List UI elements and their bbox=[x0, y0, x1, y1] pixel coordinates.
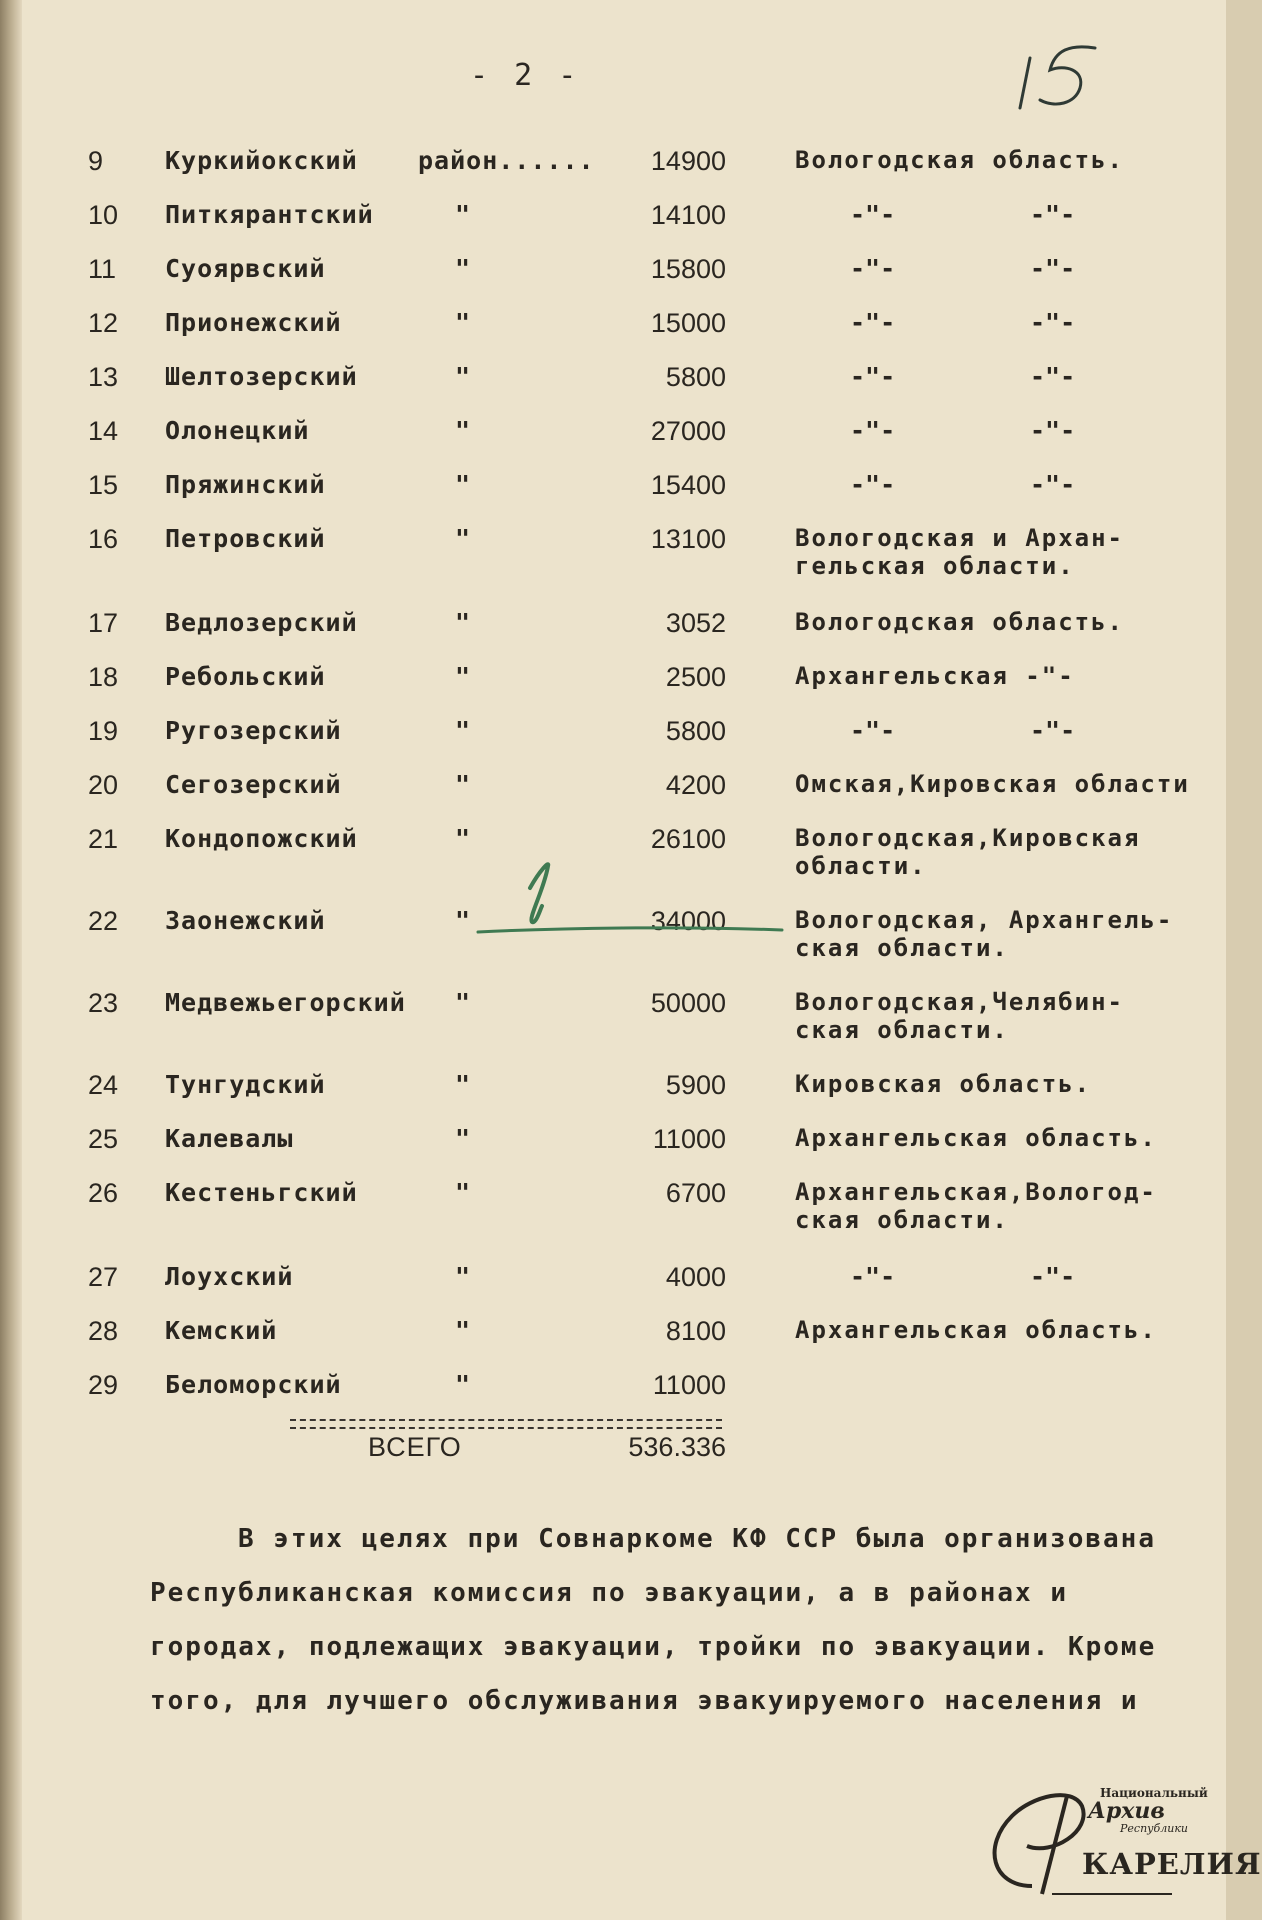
district-name: Калевалы bbox=[165, 1124, 294, 1153]
row-number: 28 bbox=[88, 1316, 119, 1346]
region-ditto-left: -"- bbox=[850, 716, 896, 745]
region-ditto-right: -"- bbox=[1030, 254, 1076, 283]
population-value: 11000 bbox=[652, 1124, 726, 1154]
region-text: Вологодская область. bbox=[795, 608, 1124, 636]
district-name: Куркийокский bbox=[165, 146, 358, 175]
ditto-mark: " bbox=[455, 906, 471, 935]
population-value: 14100 bbox=[650, 200, 726, 230]
row-number: 20 bbox=[88, 770, 119, 800]
population-value: 11000 bbox=[652, 1370, 726, 1400]
population-value: 8100 bbox=[665, 1316, 726, 1346]
region-ditto-left: -"- bbox=[850, 1262, 896, 1291]
population-value: 5900 bbox=[665, 1070, 726, 1100]
region-text: Вологодская,Челябин- ская области. bbox=[795, 988, 1124, 1044]
district-name: Кестеньгский bbox=[165, 1178, 358, 1207]
total-rule bbox=[290, 1419, 722, 1429]
row-number: 12 bbox=[88, 308, 119, 338]
row-number: 15 bbox=[88, 470, 119, 500]
row-number: 29 bbox=[88, 1370, 119, 1400]
ditto-mark: " bbox=[455, 716, 471, 745]
region-ditto-right: -"- bbox=[1030, 470, 1076, 499]
population-value: 15800 bbox=[650, 254, 726, 284]
population-value: 34000 bbox=[650, 906, 726, 936]
region-ditto-left: -"- bbox=[850, 308, 896, 337]
region-text: Кировская область. bbox=[795, 1070, 1092, 1098]
population-value: 15400 bbox=[650, 470, 726, 500]
region-ditto-right: -"- bbox=[1030, 1262, 1076, 1291]
district-name: Ведлозерский bbox=[165, 608, 358, 637]
region-ditto-right: -"- bbox=[1030, 308, 1076, 337]
population-value: 26100 bbox=[650, 824, 726, 854]
ditto-mark: " bbox=[455, 824, 471, 853]
row-number: 25 bbox=[88, 1124, 119, 1154]
district-name: Питкярантский bbox=[165, 200, 374, 229]
archive-stamp-line1: Национальный bbox=[1100, 1786, 1208, 1800]
ditto-mark: " bbox=[455, 608, 471, 637]
district-name: Ребольский bbox=[165, 662, 326, 691]
district-name: Пряжинский bbox=[165, 470, 326, 499]
total-value: 536.336 bbox=[628, 1432, 726, 1462]
region-text: Архангельская область. bbox=[795, 1316, 1157, 1344]
district-word: район...... bbox=[418, 146, 595, 175]
district-name: Кондопожский bbox=[165, 824, 358, 853]
page-number: - 2 - bbox=[470, 58, 581, 93]
region-ditto-left: -"- bbox=[850, 470, 896, 499]
ditto-mark: " bbox=[455, 1262, 471, 1291]
archive-stamp-line4: КАРЕЛИЯ bbox=[1082, 1847, 1262, 1881]
population-value: 15000 bbox=[650, 308, 726, 338]
region-text: Омская,Кировская области bbox=[795, 770, 1190, 798]
population-value: 14900 bbox=[650, 146, 726, 176]
ditto-mark: " bbox=[455, 1316, 471, 1345]
total-label: ВСЕГО bbox=[368, 1432, 462, 1462]
district-name: Шелтозерский bbox=[165, 362, 358, 391]
region-text: Вологодская, Архангель- ская области. bbox=[795, 906, 1174, 962]
population-value: 4000 bbox=[665, 1262, 726, 1292]
district-name: Олонецкий bbox=[165, 416, 310, 445]
region-ditto-left: -"- bbox=[850, 362, 896, 391]
region-ditto-left: -"- bbox=[850, 200, 896, 229]
district-name: Заонежский bbox=[165, 906, 326, 935]
district-name: Беломорский bbox=[165, 1370, 342, 1399]
ditto-mark: " bbox=[455, 1124, 471, 1153]
district-name: Прионежский bbox=[165, 308, 342, 337]
green-pen-mark bbox=[470, 840, 790, 950]
row-number: 14 bbox=[88, 416, 119, 446]
row-number: 13 bbox=[88, 362, 119, 392]
population-value: 5800 bbox=[665, 716, 726, 746]
ditto-mark: " bbox=[455, 524, 471, 553]
region-text: Вологодская и Архан- гельская области. bbox=[795, 524, 1124, 580]
district-name: Медвежьегорский bbox=[165, 988, 406, 1017]
row-number: 17 bbox=[88, 608, 119, 638]
district-name: Сегозерский bbox=[165, 770, 342, 799]
ditto-mark: " bbox=[455, 362, 471, 391]
region-ditto-left: -"- bbox=[850, 416, 896, 445]
region-text: Вологодская область. bbox=[795, 146, 1124, 174]
row-number: 26 bbox=[88, 1178, 119, 1208]
region-ditto-right: -"- bbox=[1030, 200, 1076, 229]
row-number: 18 bbox=[88, 662, 119, 692]
population-value: 50000 bbox=[650, 988, 726, 1018]
row-number: 21 bbox=[88, 824, 119, 854]
ditto-mark: " bbox=[455, 416, 471, 445]
ditto-mark: " bbox=[455, 308, 471, 337]
ditto-mark: " bbox=[455, 200, 471, 229]
row-number: 16 bbox=[88, 524, 119, 554]
district-name: Лоухский bbox=[165, 1262, 294, 1291]
population-value: 6700 bbox=[665, 1178, 726, 1208]
ditto-mark: " bbox=[455, 662, 471, 691]
ditto-mark: " bbox=[455, 1178, 471, 1207]
ditto-mark: " bbox=[455, 254, 471, 283]
population-value: 4200 bbox=[665, 770, 726, 800]
region-text: Архангельская область. bbox=[795, 1124, 1157, 1152]
region-ditto-right: -"- bbox=[1030, 416, 1076, 445]
district-name: Кемский bbox=[165, 1316, 278, 1345]
body-paragraph bbox=[150, 1512, 1190, 1728]
ditto-mark: " bbox=[455, 1370, 471, 1399]
ditto-mark: " bbox=[455, 470, 471, 499]
ditto-mark: " bbox=[455, 770, 471, 799]
row-number: 27 bbox=[88, 1262, 119, 1292]
row-number: 10 bbox=[88, 200, 119, 230]
population-value: 2500 bbox=[665, 662, 726, 692]
region-ditto-left: -"- bbox=[850, 254, 896, 283]
archive-stamp-line2: Архив bbox=[1088, 1798, 1165, 1824]
district-name: Суоярвский bbox=[165, 254, 326, 283]
ditto-mark: " bbox=[455, 988, 471, 1017]
row-number: 11 bbox=[88, 254, 117, 284]
row-number: 22 bbox=[88, 906, 119, 936]
population-value: 3052 bbox=[665, 608, 726, 638]
region-text: Архангельская,Вологод- ская области. bbox=[795, 1178, 1157, 1234]
district-name: Тунгудский bbox=[165, 1070, 326, 1099]
region-ditto-right: -"- bbox=[1030, 716, 1076, 745]
region-ditto-right: -"- bbox=[1030, 362, 1076, 391]
district-name: Ругозерский bbox=[165, 716, 342, 745]
population-value: 27000 bbox=[650, 416, 726, 446]
population-value: 5800 bbox=[665, 362, 726, 392]
row-number: 23 bbox=[88, 988, 119, 1018]
ditto-mark: " bbox=[455, 1070, 471, 1099]
population-value: 13100 bbox=[650, 524, 726, 554]
row-number: 19 bbox=[88, 716, 119, 746]
row-number: 24 bbox=[88, 1070, 119, 1100]
region-text: Вологодская,Кировская области. bbox=[795, 824, 1141, 880]
paragraph-text: В этих целях при Совнаркоме КФ ССР была организована Республиканская комиссия по эвакуации, а в районах и городах, подлежащих эвакуации, тройки по эвакуации. Кроме того, для лучшего обслуживания эвакуируемого населения и bbox=[150, 1524, 1157, 1716]
archive-stamp-line3: Республики bbox=[1120, 1822, 1188, 1835]
row-number: 9 bbox=[88, 146, 104, 176]
district-name: Петровский bbox=[165, 524, 326, 553]
region-text: Архангельская -"- bbox=[795, 662, 1075, 690]
